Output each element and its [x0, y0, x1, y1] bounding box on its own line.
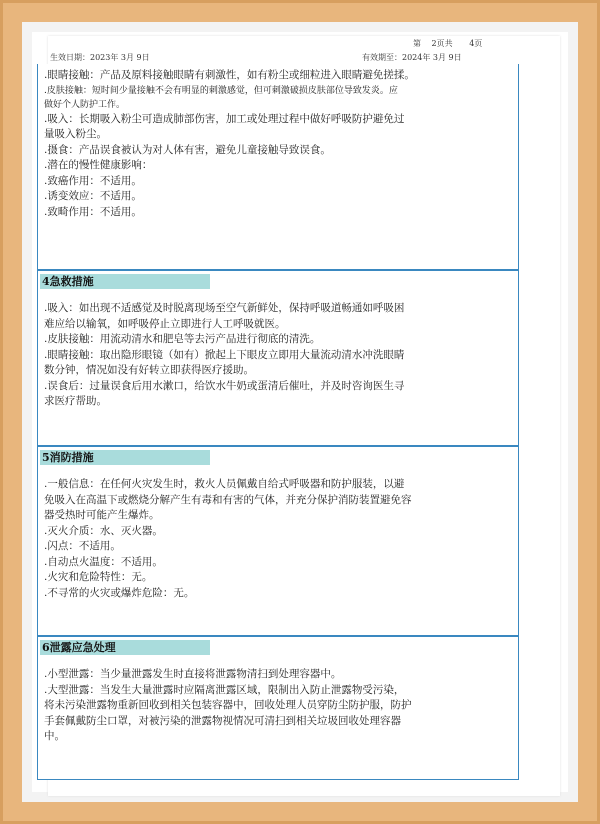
section-spill-response: [37, 636, 519, 780]
text-line: 免吸入在高温下或燃烧分解产生有毒和有害的气体，并充分保护消防装置避免容: [44, 493, 412, 506]
text-line: .火灾和危险特性：无。: [44, 571, 153, 583]
text-line: .吸入：如出现不适感觉及时脱离现场至空气新鲜处，保持呼吸道畅通如呼吸困: [44, 302, 405, 314]
section-title: 5消防措施: [40, 450, 210, 465]
text-line: .闪点：不适用。: [44, 540, 121, 552]
section-firefighting-lines: [44, 477, 512, 601]
text-line: 手套佩戴防尘口罩，对被污染的泄露物视情况可清扫到相关垃圾回收处理容器: [44, 714, 401, 727]
text-line: .吸入：长期吸入粉尘可造成肺部伤害，加工或处理过程中做好呼吸防护避免过: [44, 112, 405, 125]
text-line: .眼睛接触：产品及原料接触眼睛有刺激性，如有粉尘或细粒进入眼睛避免搓揉。: [44, 69, 415, 81]
text-line: .致癌作用：不适用。: [44, 174, 142, 187]
text-line: .大型泄露：当发生大量泄露时应隔离泄露区域，限制出入防止泄露物受污染，: [44, 683, 405, 696]
text-line: .灭火介质：水、灭火器。: [44, 524, 163, 537]
section-health-lines: [44, 68, 512, 220]
text-line: 将未污染泄露物重新回收到相关包装容器中，回收处理人员穿防尘防护服，防护: [44, 699, 412, 711]
text-line: .不寻常的火灾或爆炸危险：无。: [44, 586, 195, 599]
text-line: .诱变效应：不适用。: [44, 190, 142, 202]
valid-until-date: 有效期至：2024年 3月 9日: [362, 53, 462, 62]
text-line: 做好个人防护工作。: [44, 99, 126, 110]
text-line: 量吸入粉尘。: [44, 128, 107, 140]
text-line: .小型泄露：当少量泄露发生时直接将泄露物清扫到处理容器中。: [44, 668, 342, 680]
text-line: 求医疗帮助。: [44, 395, 107, 407]
text-line: .自动点火温度：不适用。: [44, 555, 163, 568]
section-firefighting: [37, 446, 519, 636]
text-line: .眼睛接触：取出隐形眼镜（如有）掀起上下眼皮立即用大量流动清水冲洗眼睛: [44, 348, 405, 361]
text-line: .致畸作用：不适用。: [44, 205, 142, 218]
text-line: .摄食：产品误食被认为对人体有害，避免儿童接触导致误食。: [44, 143, 331, 156]
page-number: [413, 38, 482, 49]
section-title: 6泄露应急处理: [40, 640, 210, 655]
section-first-aid: [37, 270, 519, 446]
text-line: 数分钟，情况如没有好转立即获得医疗援助。: [44, 364, 254, 376]
section-health-effects: [37, 64, 519, 270]
text-line: 难应给以输氧，如呼吸停止立即进行人工呼吸就医。: [44, 317, 286, 330]
page-prefix: 第: [413, 39, 421, 48]
text-line: .一般信息：在任何火灾发生时，救火人员佩戴自给式呼吸器和防护服装，以避: [44, 478, 405, 490]
page-total: 4页: [469, 39, 483, 48]
text-line: .潜在的慢性健康影响：: [44, 159, 153, 171]
text-line: 中。: [44, 730, 65, 742]
text-line: 器受热时可能产生爆炸。: [44, 509, 160, 521]
text-line: .误食后：过量误食后用水漱口，给饮水牛奶或蛋清后催吐，并及时咨询医生寻: [44, 379, 405, 392]
text-line: .皮肤接触：用流动清水和肥皂等去污产品进行彻底的清洗。: [44, 333, 321, 345]
section-title: 4急救措施: [40, 274, 210, 289]
section-first-aid-lines: [44, 301, 512, 410]
section-spill-lines: [44, 667, 512, 745]
effective-date: 生效日期：2023年 3月 9日: [50, 53, 150, 62]
page-current: 2页共: [431, 39, 453, 48]
text-line: .皮肤接触：短时间少量接触不会有明显的刺激感觉，但可刺激破损皮肤部位导致发炎。应: [44, 85, 398, 96]
